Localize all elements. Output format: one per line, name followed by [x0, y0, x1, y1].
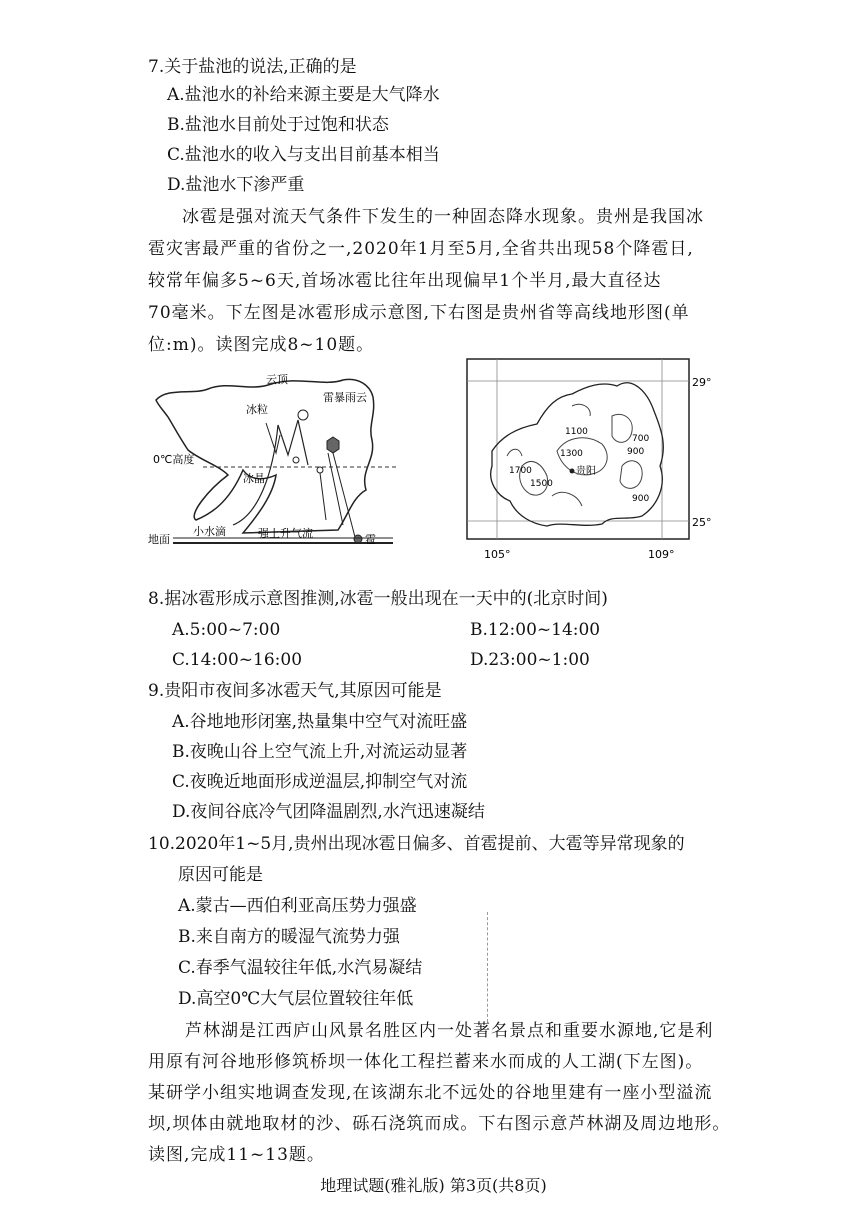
- zero-level-label: 0℃高度: [153, 453, 195, 466]
- passage2-line-2: 用原有河谷地形修筑桥坝一体化工程拦蓄来水而成的人工湖(下左图)。: [148, 1052, 704, 1072]
- scan-mark: [487, 912, 489, 1022]
- q8-option-b: B.12:00~14:00: [470, 620, 601, 640]
- q10-stem-line-2: 原因可能是: [178, 865, 263, 885]
- ice-crystal-label: 冰晶: [243, 472, 265, 485]
- page-footer: 地理试题(雅礼版) 第3页(共8页): [320, 1176, 547, 1195]
- lon-right-label: 109°: [648, 548, 675, 561]
- thunderstorm-cloud-label: 雷暴雨云: [323, 391, 367, 404]
- passage2-line-4: 坝,坝体由就地取材的沙、砾石浇筑而成。下右图示意芦林湖及周边地形。: [148, 1114, 731, 1134]
- contour-label-7: 900: [632, 494, 650, 504]
- q8-option-a: A.5:00~7:00: [172, 620, 281, 640]
- passage2-line-5: 读图,完成11~13题。: [148, 1145, 325, 1165]
- city-label: 贵阳: [576, 466, 596, 477]
- q8-option-c: C.14:00~16:00: [172, 650, 303, 670]
- contour-label-2: 1300: [560, 449, 583, 459]
- q7-option-c: C.盐池水的收入与支出目前基本相当: [167, 145, 440, 165]
- lat-bottom-label: 25°: [692, 516, 712, 529]
- q10-option-d: D.高空0℃大气层位置较往年低: [178, 989, 414, 1009]
- contour-label-6: 1500: [530, 479, 553, 489]
- q9-stem: 9.贵阳市夜间多冰雹天气,其原因可能是: [148, 681, 442, 701]
- q10-option-b: B.来自南方的暖湿气流势力强: [178, 927, 400, 947]
- q9-option-a: A.谷地地形闭塞,热量集中空气对流旺盛: [172, 712, 468, 732]
- lon-left-label: 105°: [484, 548, 511, 561]
- passage1-line-1: 冰雹是强对流天气条件下发生的一种固态降水现象。贵州是我国冰: [182, 207, 704, 227]
- q8-stem: 8.据冰雹形成示意图推测,冰雹一般出现在一天中的(北京时间): [148, 589, 608, 609]
- q10-stem-line-1: 10.2020年1~5月,贵州出现冰雹日偏多、首雹提前、大雹等异常现象的: [148, 834, 685, 854]
- lat-top-label: 29°: [692, 376, 712, 389]
- water-drop-label: 小水滴: [193, 525, 226, 538]
- hail-label: 雹: [365, 533, 376, 546]
- q7-stem: 7.关于盐池的说法,正确的是: [148, 57, 357, 77]
- q7-option-a: A.盐池水的补给来源主要是大气降水: [167, 85, 440, 105]
- q9-option-b: B.夜晚山谷上空气流上升,对流运动显著: [172, 742, 468, 762]
- guizhou-contour-map: [462, 356, 717, 570]
- passage2-line-3: 某研学小组实地调查发现,在该湖东北不远处的谷地里建有一座小型溢流: [148, 1083, 713, 1103]
- contour-label-5: 1700: [509, 466, 532, 476]
- contour-label-1: 1100: [565, 427, 588, 437]
- q9-option-c: C.夜晚近地面形成逆温层,抑制空气对流: [172, 772, 468, 792]
- q10-option-a: A.蒙古—西伯利亚高压势力强盛: [178, 896, 417, 916]
- passage1-line-2: 雹灾害最严重的省份之一,2020年1月至5月,全省共出现58个降雹日,: [148, 239, 694, 259]
- contour-label-3: 700: [632, 434, 650, 444]
- passage1-line-5: 位:m)。读图完成8~10题。: [148, 335, 375, 355]
- q7-option-b: B.盐池水目前处于过饱和状态: [167, 115, 389, 135]
- ground-label: 地面: [148, 533, 170, 546]
- contour-label-4: 900: [627, 447, 645, 457]
- q10-option-c: C.春季气温较往年低,水汽易凝结: [178, 958, 423, 978]
- passage2-line-1: 芦林湖是江西庐山风景名胜区内一处著名景点和重要水源地,它是利: [185, 1021, 714, 1041]
- q7-option-d: D.盐池水下渗严重: [167, 175, 305, 195]
- cloud-top-label: 云顶: [266, 373, 288, 386]
- passage1-line-3: 较常年偏多5~6天,首场冰雹比往年出现偏早1个半月,最大直径达: [148, 271, 662, 291]
- q9-option-d: D.夜间谷底冷气团降温剧烈,水汽迅速凝结: [172, 802, 485, 822]
- q8-option-d: D.23:00~1:00: [470, 650, 590, 670]
- updraft-label: 强上升气流: [258, 527, 313, 540]
- hail-formation-diagram: [148, 365, 398, 555]
- passage1-line-4: 70毫米。下左图是冰雹形成示意图,下右图是贵州省等高线地形图(单: [148, 303, 690, 323]
- ice-grain-label: 冰粒: [246, 403, 268, 416]
